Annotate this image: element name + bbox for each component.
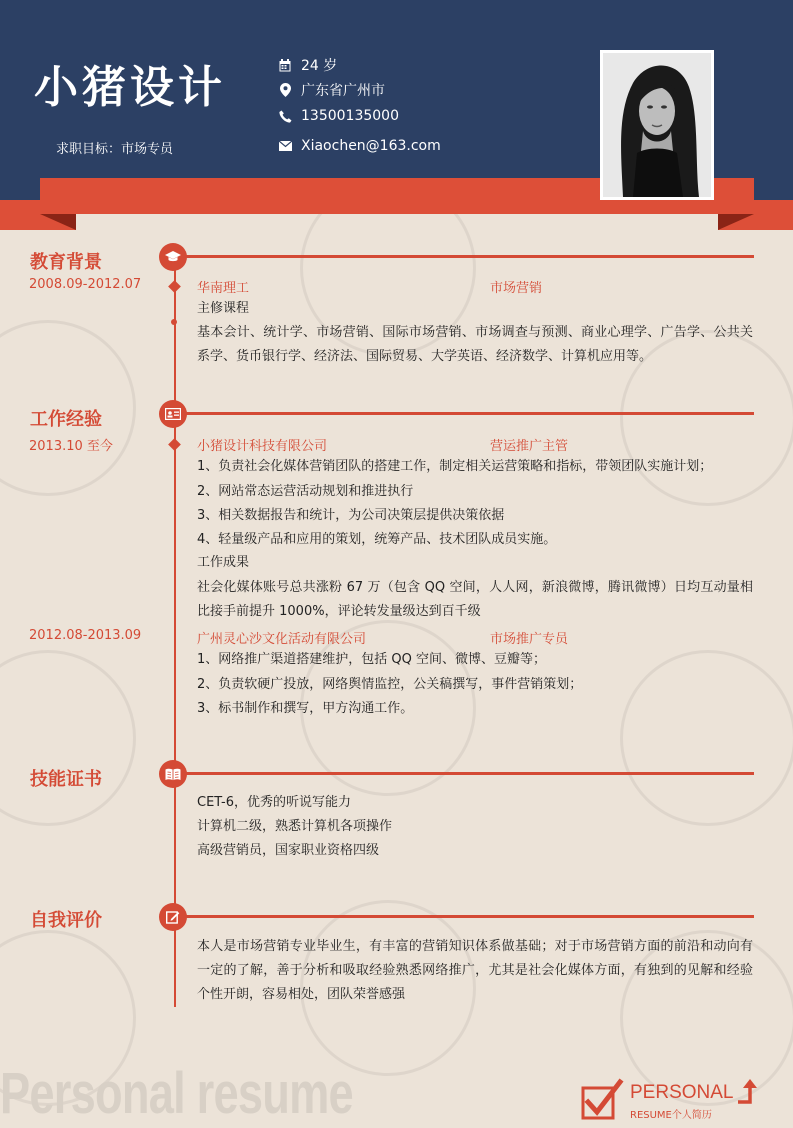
job-date: 2012.08-2013.09 — [29, 628, 142, 643]
job-date: 2013.10 至今 — [29, 439, 113, 454]
section-rule — [186, 412, 754, 415]
education-major: 市场营销 — [490, 281, 543, 296]
checkmark-icon — [580, 1078, 626, 1122]
ribbon-fold-left — [40, 214, 76, 230]
candidate-name: 小猪设计 — [34, 62, 226, 113]
watermark-stamp — [620, 650, 793, 826]
edit-icon — [159, 903, 187, 931]
job-company: 广州灵心沙文化活动有限公司 — [197, 632, 367, 647]
ribbon-fold-right — [718, 214, 754, 230]
education-courses: 基本会计、统计学、市场营销、国际市场营销、市场调查与预测、商业心理学、广告学、公共关系学、货币银行学、经济法、国际贸易、大学英语、经济数学、计算机应用等。 — [197, 325, 753, 364]
id-card-icon — [159, 400, 187, 428]
job-duty: 3、标书制作和撰写，甲方沟通工作。 — [197, 701, 414, 716]
job-duty: 2、负责软硬广投放，网络舆情监控，公关稿撰写，事件营销策划； — [197, 677, 583, 692]
skill-item: 高级营销员，国家职业资格四级 — [197, 843, 380, 858]
section-rule — [186, 255, 754, 258]
education-school: 华南理工 — [197, 281, 250, 296]
contact-age — [278, 55, 337, 75]
self-evaluation-text: 本人是市场营销专业毕业生，有丰富的营销知识体系做基础；对于市场营销方面的前沿和动向有一定的了解，善于分析和吸取经验熟悉网络推广，尤其是社会化媒体方面，有独到的见解和经验个性开朗，容易相处，团队荣誉感强 — [197, 939, 753, 1002]
section-title-skills: 技能证书 — [30, 769, 102, 790]
contact-text: 24 岁 — [301, 58, 338, 74]
contact-phone — [278, 108, 399, 124]
mail-icon — [278, 139, 292, 153]
skill-item: 计算机二级，熟悉计算机各项操作 — [197, 819, 393, 834]
arrow-up-icon — [732, 1076, 760, 1106]
graduation-cap-icon — [159, 243, 187, 271]
job-position: 市场推广专员 — [490, 632, 569, 647]
timeline-diamond — [168, 280, 181, 293]
contact-location — [278, 80, 385, 100]
timeline-dot — [171, 319, 177, 325]
section-rule — [186, 772, 754, 775]
location-pin-icon — [278, 83, 292, 97]
logo-subtitle: RESUME个人简历 — [630, 1110, 712, 1121]
job-duty: 2、网站常态运营活动规划和推进执行 — [197, 484, 414, 499]
job-duty: 1、负责社会化媒体营销团队的搭建工作，制定相关运营策略和指标，带领团队实施计划； — [197, 459, 713, 474]
job-duty: 3、相关数据报告和统计，为公司决策层提供决策依据 — [197, 508, 505, 523]
job-position: 营运推广主管 — [490, 439, 569, 454]
watermark-stamp — [0, 650, 136, 826]
timeline-line — [174, 250, 176, 1007]
job-objective: 求职目标：市场专员 — [56, 142, 174, 157]
contact-email — [278, 138, 441, 154]
job-duty: 1、网络推广渠道搭建维护，包括 QQ 空间、微博、豆瓣等； — [197, 652, 547, 667]
section-title-education: 教育背景 — [30, 252, 102, 273]
profile-photo — [600, 50, 714, 200]
logo-title: PERSONAL — [630, 1082, 734, 1103]
calendar-icon — [278, 58, 292, 72]
skill-item: CET-6，优秀的听说写能力 — [197, 795, 352, 810]
contact-text: 13500135000 — [301, 108, 399, 124]
education-courses-label: 主修课程 — [197, 301, 250, 316]
job-duty: 4、轻量级产品和应用的策划，统筹产品、技术团队成员实施。 — [197, 532, 557, 547]
section-rule — [186, 915, 754, 918]
personal-resume-logo — [580, 1076, 770, 1124]
section-title-work: 工作经验 — [30, 409, 102, 430]
phone-icon — [278, 109, 292, 123]
contact-text: 广东省广州市 — [301, 83, 385, 99]
section-title-self: 自我评价 — [30, 910, 102, 931]
job-company: 小猪设计科技有限公司 — [197, 439, 328, 454]
job-achievement-label: 工作成果 — [197, 555, 250, 570]
timeline-diamond — [168, 438, 181, 451]
book-icon — [159, 760, 187, 788]
footer-watermark: Personal resume — [0, 1061, 353, 1126]
job-achievement: 社会化媒体账号总共涨粉 67 万（包含 QQ 空间，人人网，新浪微博，腾讯微博）日均互动量相比接手前提升 1000%，评论转发量级达到百千级 — [197, 580, 753, 619]
contact-text: Xiaochen@163.com — [301, 138, 441, 154]
education-date: 2008.09-2012.07 — [29, 277, 142, 292]
